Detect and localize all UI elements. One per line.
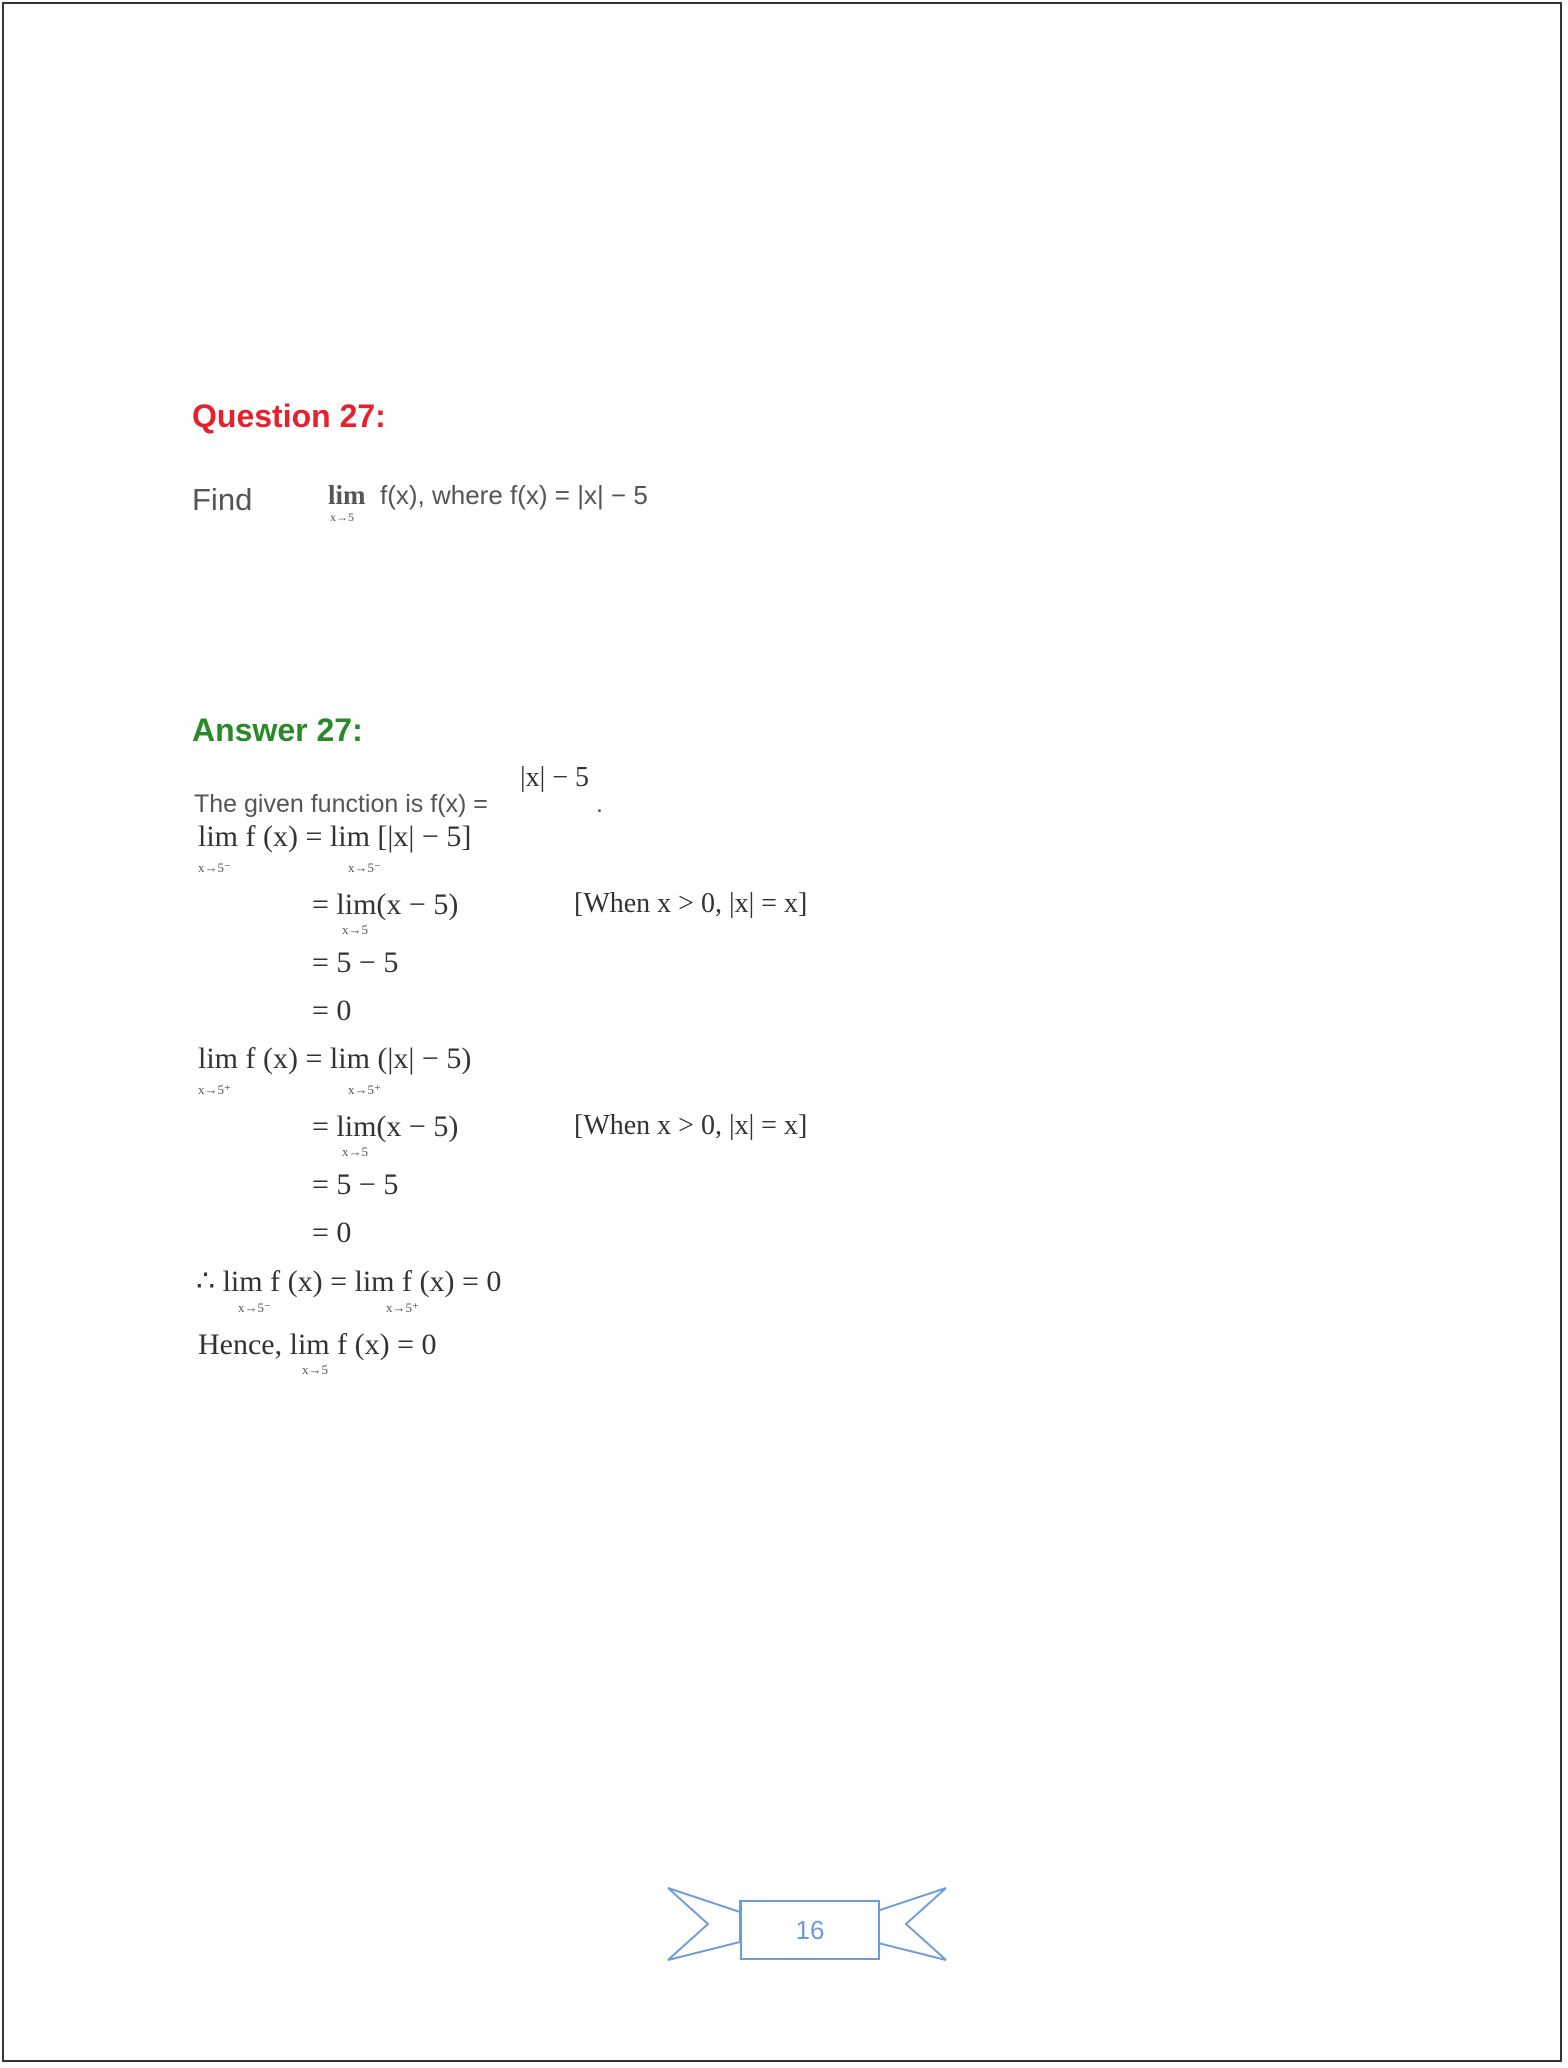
question-lim: lim (328, 480, 366, 510)
question-lim-subscript: x→5 (330, 510, 354, 524)
therefore-sub-a: x→5⁻ (238, 1300, 271, 1315)
left-limit-line3: = 5 − 5 (312, 946, 399, 979)
right-limit-line2: = lim(x − 5) (312, 1110, 459, 1143)
page-number: 16 (740, 1900, 880, 1960)
answer-intro-end: . (596, 790, 603, 818)
therefore-sub-b: x→5⁺ (386, 1300, 419, 1315)
hence-line: Hence, lim f (x) = 0 (198, 1328, 437, 1361)
right-limit-line2-sub: x→5 (342, 1144, 368, 1159)
left-limit-sub-b: x→5⁻ (348, 860, 381, 875)
right-limit-sub-a: x→5⁺ (198, 1082, 231, 1097)
answer-intro: The given function is f(x) = (194, 790, 488, 818)
right-limit-line3: = 5 − 5 (312, 1168, 399, 1201)
right-limit-sub-b: x→5⁺ (348, 1082, 381, 1097)
page-frame (2, 2, 1562, 2062)
left-limit-line2-sub: x→5 (342, 922, 368, 937)
answer-heading: Answer 27: (192, 712, 363, 748)
right-limit-note: [When x > 0, |x| = x] (574, 1110, 808, 1141)
right-limit-line4: = 0 (312, 1216, 352, 1249)
find-label: Find (192, 482, 253, 517)
left-limit-line1: lim f (x) = lim [|x| − 5] (198, 820, 472, 853)
question-heading: Question 27: (192, 398, 386, 434)
left-limit-note: [When x > 0, |x| = x] (574, 888, 808, 919)
left-limit-line2: = lim(x − 5) (312, 888, 459, 921)
question-expression: f(x), where f(x) = |x| − 5 (380, 480, 648, 510)
therefore-line: ∴ lim f (x) = lim f (x) = 0 (196, 1265, 502, 1298)
right-limit-line1: lim f (x) = lim (|x| − 5) (198, 1042, 472, 1075)
hence-sub: x→5 (302, 1362, 328, 1377)
left-limit-line4: = 0 (312, 994, 352, 1027)
answer-intro-expression: |x| − 5 (520, 762, 590, 793)
left-limit-sub-a: x→5⁻ (198, 860, 231, 875)
